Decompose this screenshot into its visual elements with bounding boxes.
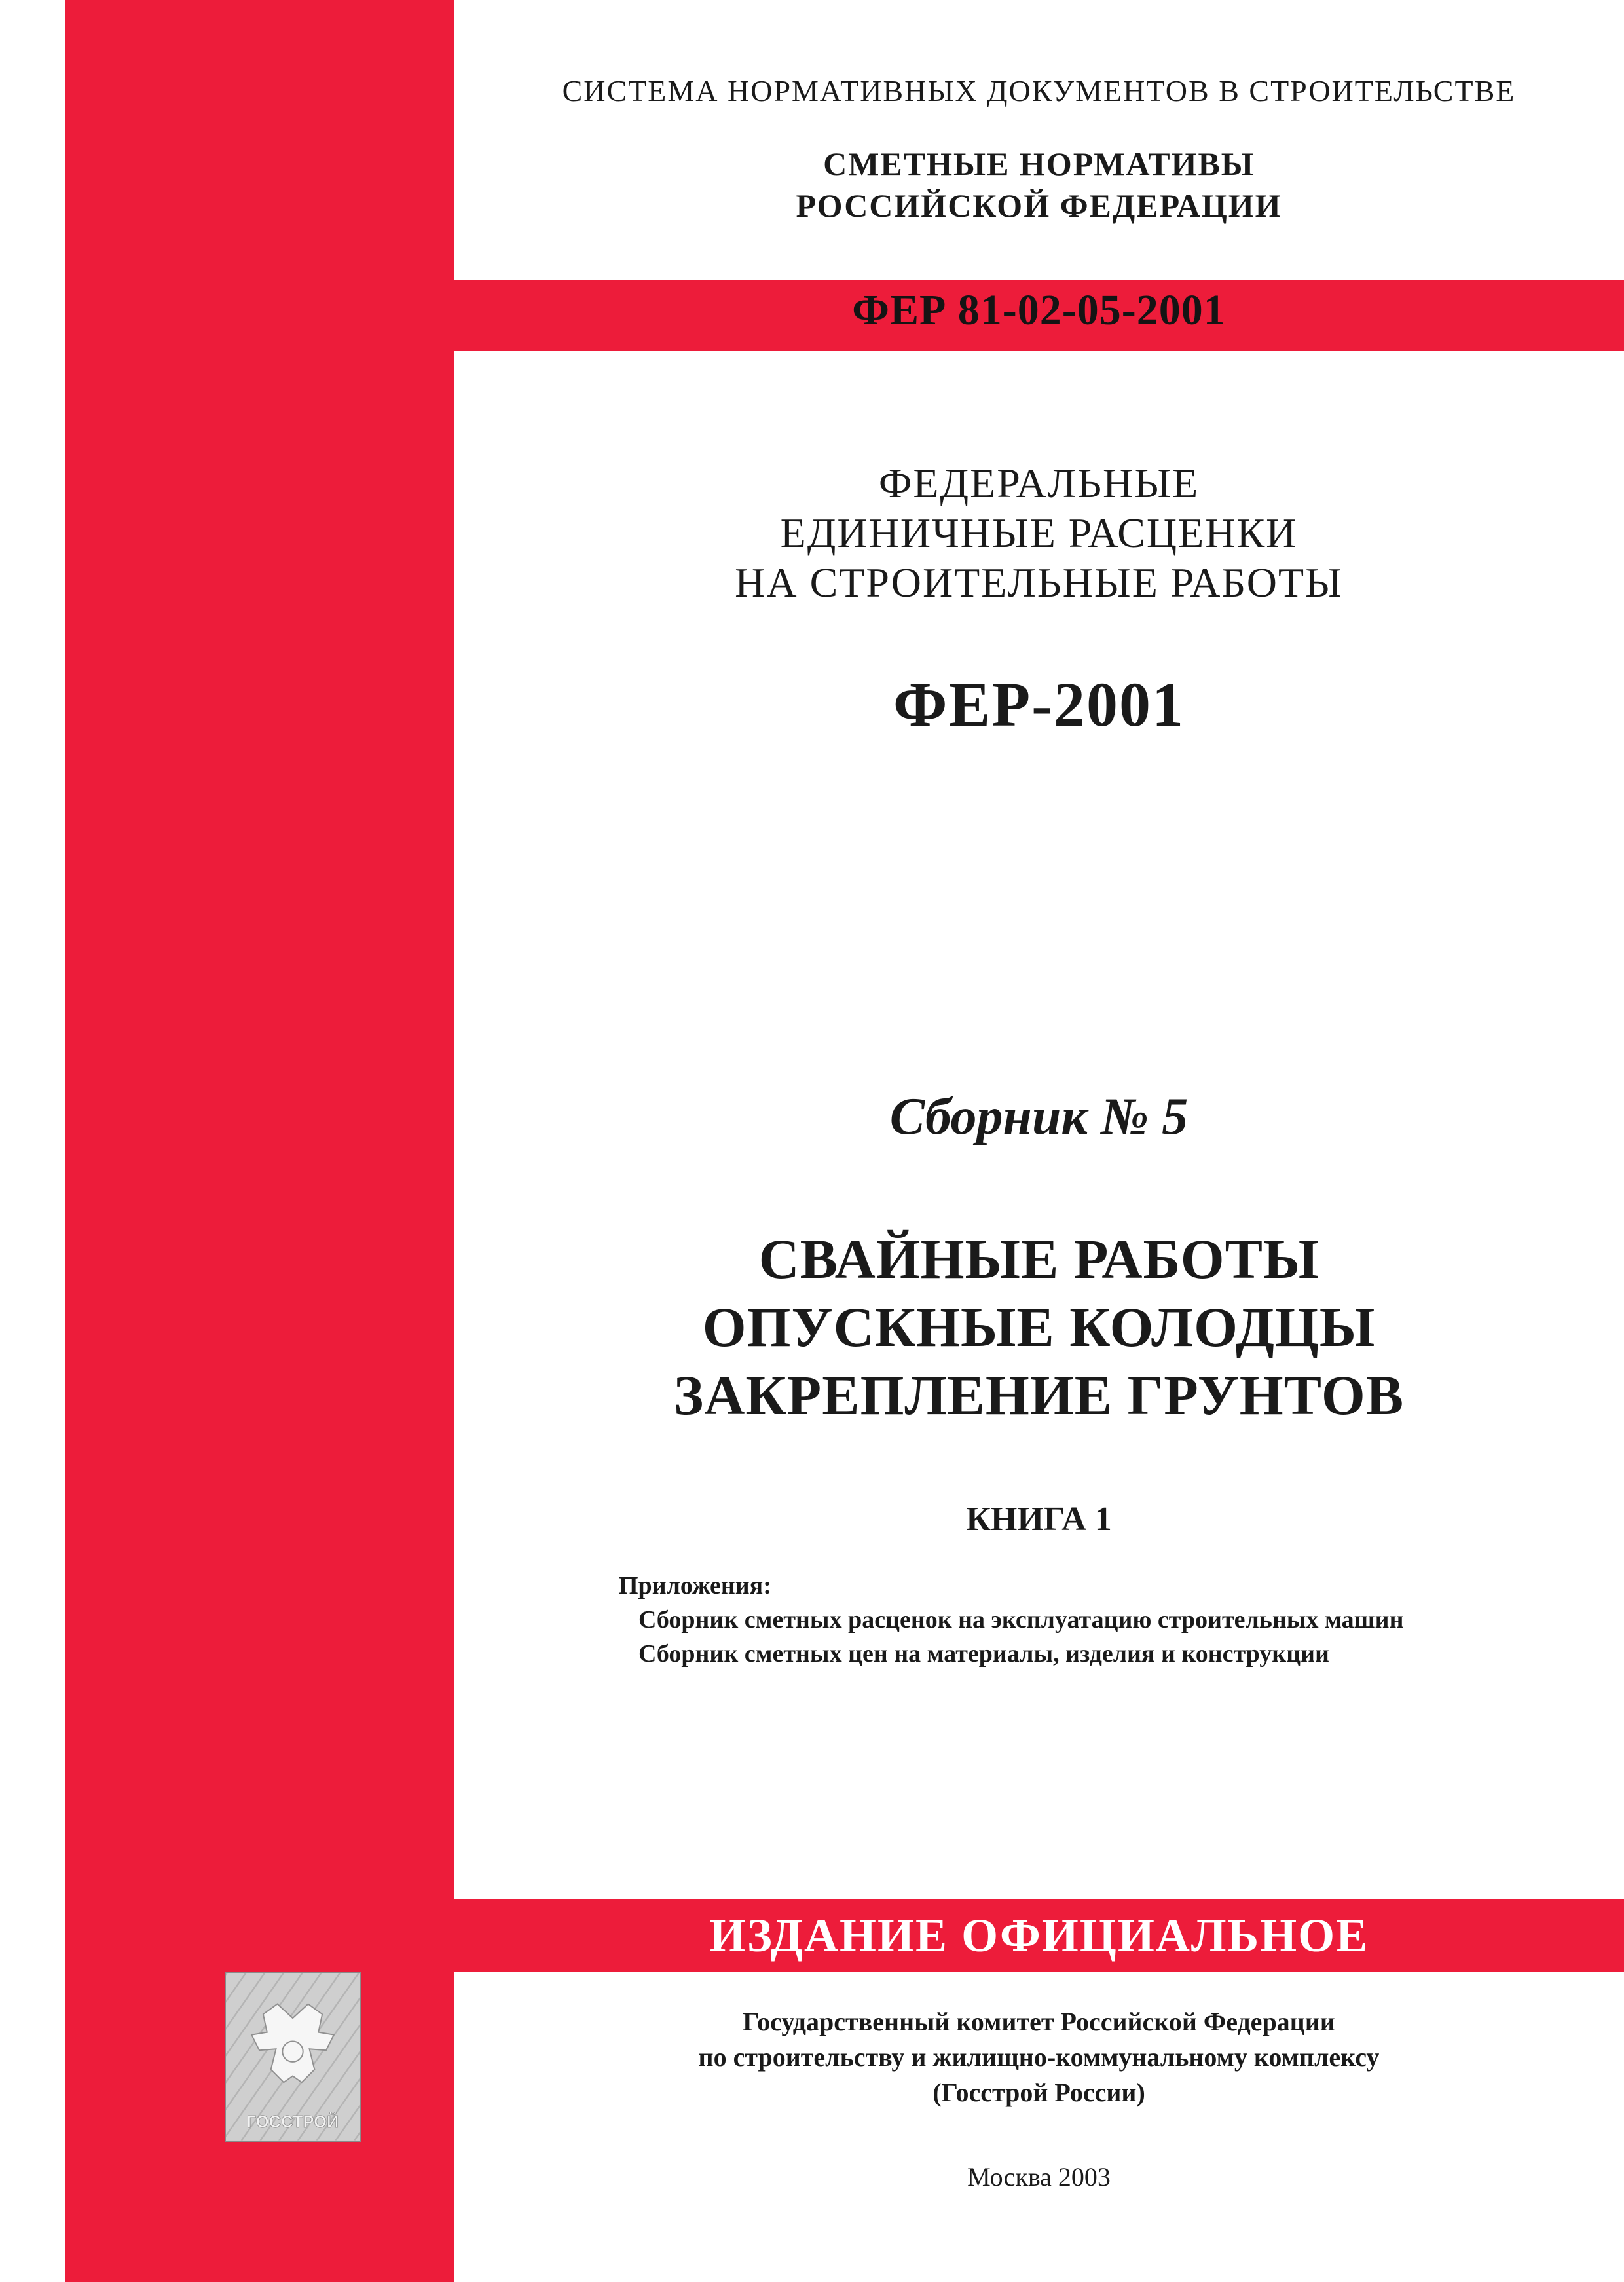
appendix-heading: Приложения: bbox=[619, 1572, 771, 1599]
document-code: ФЕР 81-02-05-2001 bbox=[852, 286, 1226, 334]
document-title bbox=[454, 458, 1624, 608]
seal-text: ГОССТРОЙ bbox=[246, 2112, 339, 2131]
title-line-3: НА СТРОИТЕЛЬНЫЕ РАБОТЫ bbox=[735, 559, 1343, 606]
short-title: ФЕР-2001 bbox=[893, 669, 1185, 739]
appendix-item: Сборник сметных цен на материалы, изделия и конструкции bbox=[638, 1640, 1329, 1668]
hologram-seal-icon bbox=[225, 1972, 361, 2142]
norms-line-2: РОССИЙСКОЙ ФЕДЕРАЦИИ bbox=[796, 187, 1282, 224]
norms-title bbox=[454, 143, 1624, 227]
system-title: СИСТЕМА НОРМАТИВНЫХ ДОКУМЕНТОВ В СТРОИТЕЛЬСТВЕ bbox=[562, 74, 1516, 107]
works-line-2: ОПУСКНЫЕ КОЛОДЦЫ bbox=[702, 1296, 1376, 1358]
collection-number: Сборник № 5 bbox=[889, 1088, 1189, 1146]
norms-line-1: СМЕТНЫЕ НОРМАТИВЫ bbox=[823, 145, 1255, 182]
appendix-item: Сборник сметных расценок на эксплуатацию строительных машин bbox=[638, 1606, 1404, 1634]
works-heading bbox=[454, 1225, 1624, 1429]
works-line-3: ЗАКРЕПЛЕНИЕ ГРУНТОВ bbox=[673, 1364, 1405, 1427]
city-year: Москва 2003 bbox=[967, 2162, 1111, 2192]
book-number: КНИГА 1 bbox=[966, 1501, 1112, 1538]
works-line-1: СВАЙНЫЕ РАБОТЫ bbox=[758, 1227, 1320, 1290]
publisher-block bbox=[454, 2004, 1624, 2110]
publisher-line-1: Государственный комитет Российской Федерации bbox=[743, 2007, 1335, 2036]
appendix-block bbox=[619, 1569, 1403, 1671]
official-edition-label: ИЗДАНИЕ ОФИЦИАЛЬНОЕ bbox=[709, 1909, 1369, 1962]
title-line-1: ФЕДЕРАЛЬНЫЕ bbox=[878, 460, 1200, 506]
publisher-line-3: (Госстрой России) bbox=[932, 2078, 1145, 2107]
publisher-line-2: по строительству и жилищно-коммунальному комплексу bbox=[698, 2042, 1380, 2072]
title-line-2: ЕДИНИЧНЫЕ РАСЦЕНКИ bbox=[780, 510, 1298, 556]
